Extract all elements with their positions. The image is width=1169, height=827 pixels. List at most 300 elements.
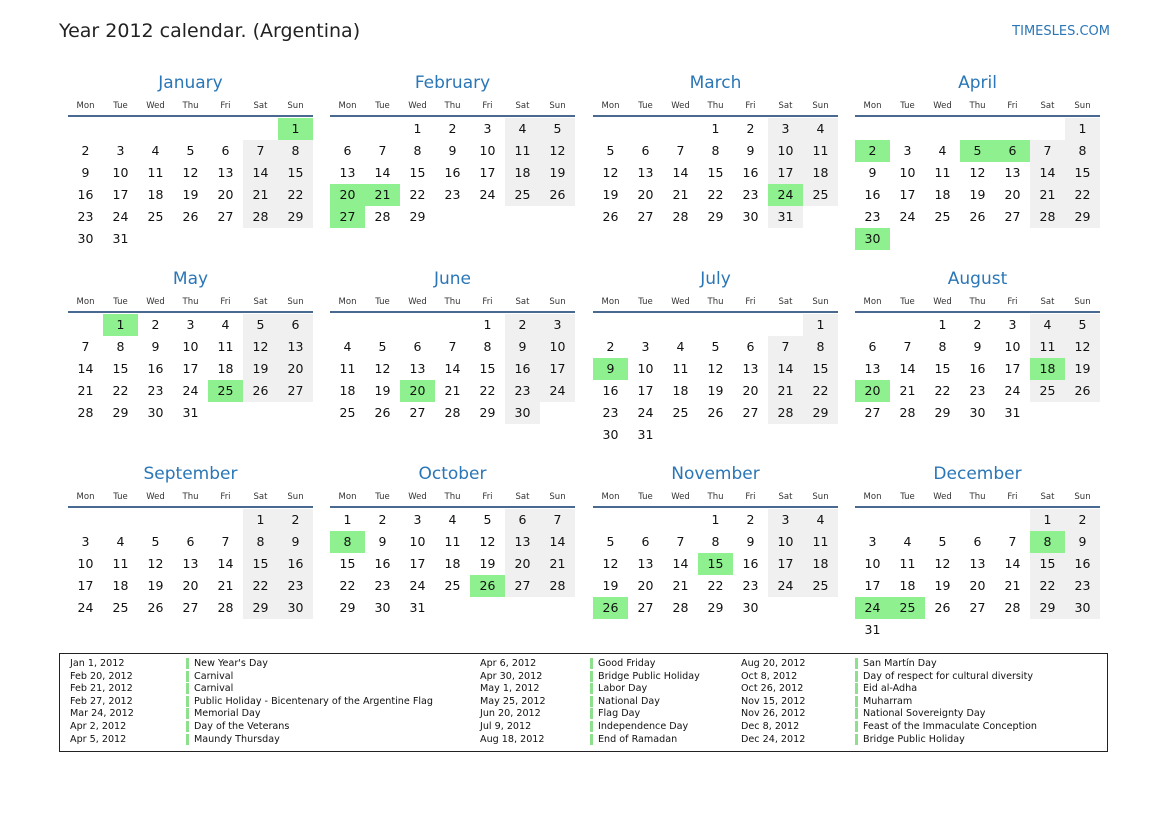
weekday-header: Sat [253, 101, 268, 111]
day-cell: 3 [1008, 317, 1017, 332]
day-cell: 1 [1065, 118, 1100, 140]
weekday-header: Tue [900, 297, 915, 307]
day-cell: 10 [768, 531, 803, 553]
weekday-header: Thu [969, 492, 986, 502]
day-cell: 6 [221, 143, 230, 158]
day-cell: 24 [479, 187, 496, 202]
day-cell: 27 [409, 405, 426, 420]
day-cell: 28 [768, 402, 803, 424]
day-cell: 7 [1008, 534, 1017, 549]
weekday-header: Wed [671, 492, 690, 502]
day-cell: 30 [742, 209, 759, 224]
day-cell: 1 [711, 512, 720, 527]
day-cell: 4 [803, 509, 838, 531]
weekday-header: Sun [812, 297, 829, 307]
day-cell: 7 [448, 339, 457, 354]
day-cell: 19 [969, 187, 986, 202]
day-cell: 12 [374, 361, 391, 376]
weekday-header: Fri [482, 297, 493, 307]
day-cell: 24 [409, 578, 426, 593]
day-cell: 26 [602, 209, 619, 224]
day-cell: 13 [637, 165, 654, 180]
weekday-header: Wed [671, 297, 690, 307]
day-cell: 5 [243, 314, 278, 336]
holiday-cell: 24 [768, 184, 803, 206]
day-cell: 26 [969, 209, 986, 224]
day-cell: 25 [934, 209, 951, 224]
day-cell: 4 [343, 339, 352, 354]
header-divider [593, 311, 838, 313]
day-cell: 1 [1030, 509, 1065, 531]
day-cell: 4 [221, 317, 230, 332]
day-cell: 28 [1004, 600, 1021, 615]
legend-date: Nov 15, 2012 [741, 695, 806, 707]
legend-holiday-name: Public Holiday - Bicentenary of the Argentine Flag [186, 696, 433, 707]
day-cell: 16 [602, 383, 619, 398]
day-cell: 3 [186, 317, 195, 332]
legend-holiday-name: Labor Day [590, 683, 647, 694]
day-cell: 12 [540, 140, 575, 162]
day-cell: 27 [505, 575, 540, 597]
day-cell: 20 [182, 578, 199, 593]
header-divider [330, 115, 575, 117]
day-cell: 17 [77, 578, 94, 593]
day-cell: 28 [217, 600, 234, 615]
day-cell: 11 [147, 165, 164, 180]
day-cell: 13 [278, 336, 313, 358]
day-cell: 5 [540, 118, 575, 140]
day-cell: 31 [1004, 405, 1021, 420]
page-title: Year 2012 calendar. (Argentina) [59, 20, 361, 42]
day-cell: 11 [339, 361, 356, 376]
header-divider [68, 115, 313, 117]
day-cell: 16 [278, 553, 313, 575]
weekday-header: Wed [146, 101, 165, 111]
legend-date: Apr 5, 2012 [70, 733, 127, 745]
day-cell: 11 [217, 339, 234, 354]
weekday-header: Fri [220, 492, 231, 502]
holiday-cell: 15 [698, 553, 733, 575]
legend-date: Apr 6, 2012 [480, 658, 537, 669]
day-cell: 19 [243, 358, 278, 380]
day-cell: 26 [147, 600, 164, 615]
day-cell: 12 [147, 556, 164, 571]
day-cell: 1 [483, 317, 492, 332]
weekday-header: Fri [1007, 101, 1018, 111]
day-cell: 24 [182, 383, 199, 398]
day-cell: 7 [81, 339, 90, 354]
day-cell: 3 [116, 143, 125, 158]
day-cell: 16 [444, 165, 461, 180]
weekday-header: Sat [515, 492, 530, 502]
month-name: May [172, 269, 209, 289]
day-cell: 10 [864, 556, 881, 571]
day-cell: 19 [540, 162, 575, 184]
day-cell: 7 [676, 143, 685, 158]
day-cell: 10 [409, 534, 426, 549]
day-cell: 6 [186, 534, 195, 549]
day-cell: 17 [112, 187, 129, 202]
day-cell: 24 [637, 405, 654, 420]
day-cell: 1 [803, 314, 838, 336]
legend-date: May 25, 2012 [480, 695, 546, 707]
weekday-header: Sat [1040, 101, 1055, 111]
day-cell: 22 [339, 578, 356, 593]
day-cell: 2 [448, 121, 457, 136]
day-cell: 24 [77, 600, 94, 615]
weekday-header: Mon [601, 297, 620, 307]
day-cell: 21 [1004, 578, 1021, 593]
day-cell: 1 [343, 512, 352, 527]
holiday-cell: 24 [855, 597, 890, 619]
day-cell: 3 [768, 509, 803, 531]
weekday-header: Wed [146, 297, 165, 307]
day-cell: 15 [803, 358, 838, 380]
day-cell: 29 [707, 209, 724, 224]
day-cell: 19 [479, 556, 496, 571]
day-cell: 17 [768, 162, 803, 184]
day-cell: 11 [934, 165, 951, 180]
day-cell: 29 [339, 600, 356, 615]
day-cell: 19 [1065, 358, 1100, 380]
day-cell: 9 [746, 534, 755, 549]
day-cell: 7 [676, 534, 685, 549]
day-cell: 13 [1004, 165, 1021, 180]
header-divider [855, 115, 1100, 117]
legend-date: Dec 24, 2012 [741, 733, 806, 745]
weekday-header: Fri [745, 492, 756, 502]
day-cell: 4 [448, 512, 457, 527]
weekday-header: Sat [1040, 297, 1055, 307]
site-link[interactable]: TIMESLES.COM [1012, 24, 1110, 39]
month-name: July [700, 269, 731, 289]
day-cell: 13 [182, 556, 199, 571]
weekday-header: Mon [76, 492, 95, 502]
day-cell: 27 [864, 405, 881, 420]
holiday-cell: 18 [1030, 358, 1065, 380]
weekday-header: Wed [408, 492, 427, 502]
day-cell: 11 [112, 556, 129, 571]
holiday-cell: 26 [470, 575, 505, 597]
day-cell: 5 [151, 534, 160, 549]
day-cell: 19 [602, 578, 619, 593]
day-cell: 6 [641, 143, 650, 158]
day-cell: 8 [278, 140, 313, 162]
weekday-header: Mon [338, 297, 357, 307]
legend-date: Jan 1, 2012 [70, 658, 125, 669]
day-cell: 31 [864, 622, 881, 637]
day-cell: 14 [899, 361, 916, 376]
weekday-header: Tue [638, 297, 653, 307]
day-cell: 12 [1065, 336, 1100, 358]
weekday-header: Thu [969, 101, 986, 111]
day-cell: 11 [1030, 336, 1065, 358]
day-cell: 13 [339, 165, 356, 180]
day-cell: 22 [243, 575, 278, 597]
legend-holiday-name: Memorial Day [186, 708, 261, 719]
day-cell: 27 [742, 405, 759, 420]
weekday-header: Sun [549, 101, 566, 111]
day-cell: 4 [505, 118, 540, 140]
weekday-header: Mon [601, 101, 620, 111]
day-cell: 7 [243, 140, 278, 162]
legend-holiday-name: Day of respect for cultural diversity [855, 671, 1033, 682]
day-cell: 23 [602, 405, 619, 420]
weekday-header: Tue [375, 492, 390, 502]
day-cell: 30 [969, 405, 986, 420]
day-cell: 30 [278, 597, 313, 619]
legend-holiday-name: San Martín Day [855, 658, 937, 669]
day-cell: 29 [479, 405, 496, 420]
month-name: March [689, 73, 742, 93]
day-cell: 25 [803, 575, 838, 597]
weekday-header: Fri [482, 101, 493, 111]
weekday-header: Sun [1074, 101, 1091, 111]
weekday-header: Tue [375, 297, 390, 307]
day-cell: 12 [602, 556, 619, 571]
day-cell: 25 [1030, 380, 1065, 402]
day-cell: 11 [505, 140, 540, 162]
day-cell: 6 [746, 339, 755, 354]
day-cell: 9 [448, 143, 457, 158]
legend-date: Apr 30, 2012 [480, 670, 543, 682]
month-name: April [958, 73, 997, 93]
day-cell: 24 [1004, 383, 1021, 398]
day-cell: 29 [1065, 206, 1100, 228]
day-cell: 4 [676, 339, 685, 354]
weekday-header: Tue [900, 101, 915, 111]
holiday-cell: 30 [855, 228, 890, 250]
day-cell: 16 [969, 361, 986, 376]
day-cell: 22 [1065, 184, 1100, 206]
day-cell: 4 [903, 534, 912, 549]
day-cell: 16 [374, 556, 391, 571]
day-cell: 11 [444, 534, 461, 549]
day-cell: 24 [540, 380, 575, 402]
day-cell: 30 [1065, 597, 1100, 619]
day-cell: 19 [707, 383, 724, 398]
weekday-header: Sun [1074, 492, 1091, 502]
day-cell: 26 [243, 380, 278, 402]
weekday-header: Mon [338, 101, 357, 111]
header-divider [68, 311, 313, 313]
day-cell: 10 [112, 165, 129, 180]
day-cell: 9 [868, 165, 877, 180]
day-cell: 15 [707, 165, 724, 180]
weekday-header: Thu [969, 297, 986, 307]
weekday-header: Sun [287, 297, 304, 307]
day-cell: 3 [483, 121, 492, 136]
day-cell: 9 [81, 165, 90, 180]
day-cell: 23 [444, 187, 461, 202]
holiday-cell: 27 [330, 206, 365, 228]
weekday-header: Mon [601, 492, 620, 502]
weekday-header: Wed [671, 101, 690, 111]
day-cell: 21 [899, 383, 916, 398]
day-cell: 5 [186, 143, 195, 158]
holiday-cell: 5 [960, 140, 995, 162]
header-divider [855, 506, 1100, 508]
day-cell: 26 [182, 209, 199, 224]
day-cell: 2 [378, 512, 387, 527]
day-cell: 30 [505, 402, 540, 424]
day-cell: 18 [934, 187, 951, 202]
day-cell: 9 [1065, 531, 1100, 553]
day-cell: 17 [864, 578, 881, 593]
day-cell: 17 [479, 165, 496, 180]
day-cell: 13 [864, 361, 881, 376]
holiday-cell: 20 [400, 380, 435, 402]
day-cell: 21 [243, 184, 278, 206]
day-cell: 23 [77, 209, 94, 224]
day-cell: 8 [116, 339, 125, 354]
day-cell: 20 [217, 187, 234, 202]
weekday-header: Thu [707, 101, 724, 111]
day-cell: 15 [112, 361, 129, 376]
day-cell: 26 [934, 600, 951, 615]
day-cell: 8 [803, 336, 838, 358]
day-cell: 25 [444, 578, 461, 593]
day-cell: 30 [147, 405, 164, 420]
day-cell: 17 [899, 187, 916, 202]
legend-date: May 1, 2012 [480, 683, 540, 695]
day-cell: 14 [1030, 162, 1065, 184]
day-cell: 24 [899, 209, 916, 224]
day-cell: 23 [505, 380, 540, 402]
day-cell: 2 [973, 317, 982, 332]
day-cell: 25 [112, 600, 129, 615]
day-cell: 14 [672, 556, 689, 571]
weekday-header: Tue [638, 492, 653, 502]
day-cell: 23 [742, 187, 759, 202]
day-cell: 18 [444, 556, 461, 571]
weekday-header: Wed [408, 297, 427, 307]
day-cell: 15 [278, 162, 313, 184]
day-cell: 22 [112, 383, 129, 398]
holiday-cell: 1 [103, 314, 138, 336]
month-name: August [947, 269, 1008, 289]
weekday-header: Thu [182, 492, 199, 502]
day-cell: 21 [672, 187, 689, 202]
day-cell: 2 [1065, 509, 1100, 531]
day-cell: 17 [182, 361, 199, 376]
day-cell: 2 [505, 314, 540, 336]
day-cell: 30 [374, 600, 391, 615]
day-cell: 28 [672, 600, 689, 615]
day-cell: 21 [77, 383, 94, 398]
day-cell: 26 [1065, 380, 1100, 402]
day-cell: 12 [602, 165, 619, 180]
day-cell: 22 [707, 187, 724, 202]
weekday-header: Tue [113, 492, 128, 502]
weekday-header: Mon [863, 101, 882, 111]
weekday-header: Thu [707, 297, 724, 307]
day-cell: 15 [243, 553, 278, 575]
day-cell: 10 [637, 361, 654, 376]
weekday-header: Sun [287, 101, 304, 111]
day-cell: 12 [243, 336, 278, 358]
day-cell: 20 [637, 187, 654, 202]
weekday-header: Fri [220, 297, 231, 307]
day-cell: 5 [1065, 314, 1100, 336]
weekday-header: Tue [375, 101, 390, 111]
day-cell: 22 [278, 184, 313, 206]
legend-holiday-name: Bridge Public Holiday [590, 671, 700, 682]
day-cell: 11 [803, 140, 838, 162]
day-cell: 6 [641, 534, 650, 549]
weekday-header: Sun [287, 492, 304, 502]
day-cell: 7 [903, 339, 912, 354]
day-cell: 6 [868, 339, 877, 354]
day-cell: 14 [768, 358, 803, 380]
day-cell: 8 [413, 143, 422, 158]
day-cell: 1 [938, 317, 947, 332]
weekday-header: Thu [444, 101, 461, 111]
legend-holiday-name: Independence Day [590, 721, 688, 732]
day-cell: 26 [540, 184, 575, 206]
day-cell: 27 [637, 209, 654, 224]
day-cell: 11 [672, 361, 689, 376]
day-cell: 27 [217, 209, 234, 224]
day-cell: 6 [343, 143, 352, 158]
day-cell: 3 [81, 534, 90, 549]
legend-date: Feb 27, 2012 [70, 695, 133, 707]
legend-date: Aug 20, 2012 [741, 658, 806, 669]
legend-holiday-name: End of Ramadan [590, 734, 677, 745]
weekday-header: Thu [707, 492, 724, 502]
day-cell: 3 [413, 512, 422, 527]
day-cell: 4 [116, 534, 125, 549]
day-cell: 14 [77, 361, 94, 376]
day-cell: 28 [1030, 206, 1065, 228]
day-cell: 1 [413, 121, 422, 136]
legend-holiday-name: Day of the Veterans [186, 721, 289, 732]
weekday-header: Sat [778, 297, 793, 307]
day-cell: 1 [711, 121, 720, 136]
month-name: December [933, 464, 1022, 484]
day-cell: 14 [374, 165, 391, 180]
day-cell: 4 [1030, 314, 1065, 336]
weekday-header: Sat [778, 492, 793, 502]
day-cell: 21 [1030, 184, 1065, 206]
day-cell: 21 [540, 553, 575, 575]
day-cell: 9 [378, 534, 387, 549]
day-cell: 13 [637, 556, 654, 571]
holiday-cell: 26 [593, 597, 628, 619]
legend-holiday-name: Maundy Thursday [186, 734, 280, 745]
day-cell: 20 [505, 553, 540, 575]
day-cell: 22 [409, 187, 426, 202]
day-cell: 17 [409, 556, 426, 571]
day-cell: 3 [768, 118, 803, 140]
holiday-cell: 25 [890, 597, 925, 619]
day-cell: 5 [938, 534, 947, 549]
day-cell: 15 [1065, 162, 1100, 184]
day-cell: 29 [243, 597, 278, 619]
day-cell: 18 [672, 383, 689, 398]
day-cell: 5 [483, 512, 492, 527]
holiday-legend [59, 653, 1108, 752]
day-cell: 29 [409, 209, 426, 224]
legend-date: Feb 21, 2012 [70, 683, 133, 695]
legend-holiday-name: New Year's Day [186, 658, 268, 669]
day-cell: 28 [374, 209, 391, 224]
day-cell: 21 [768, 380, 803, 402]
weekday-header: Sun [549, 297, 566, 307]
legend-date: Feb 20, 2012 [70, 670, 133, 682]
weekday-header: Wed [933, 297, 952, 307]
legend-date: Jun 20, 2012 [480, 708, 541, 720]
